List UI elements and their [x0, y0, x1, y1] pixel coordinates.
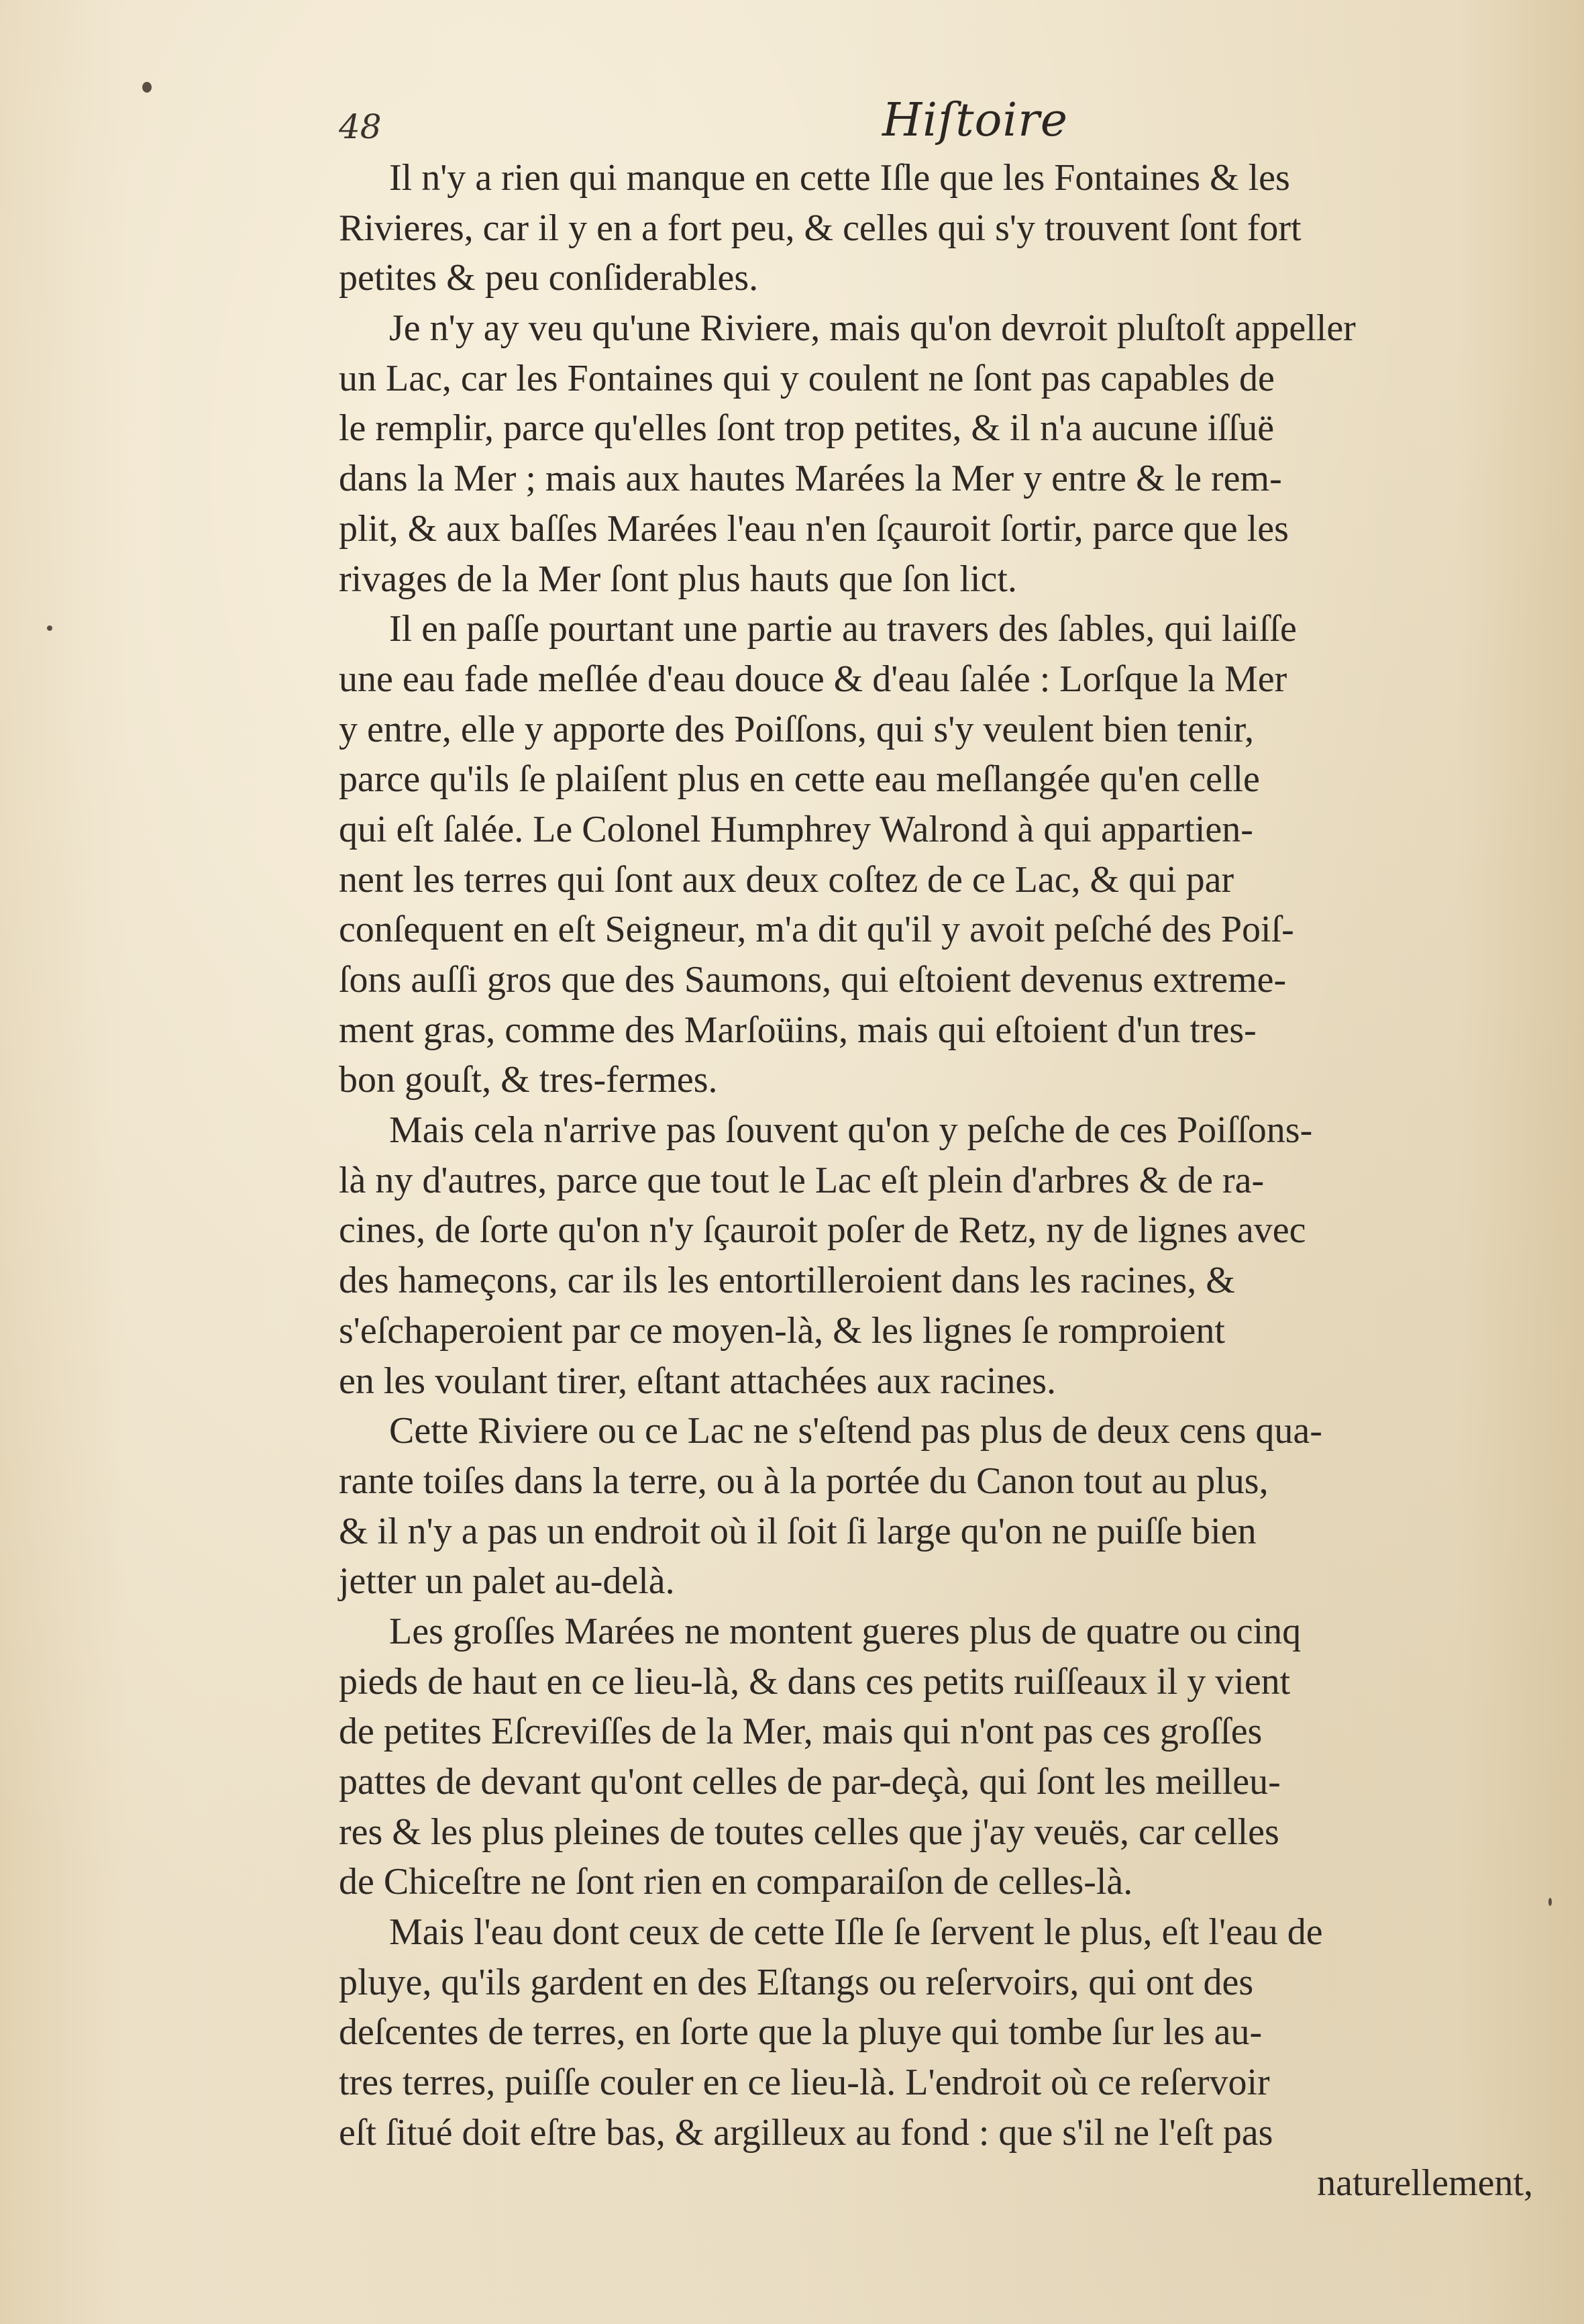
text-line: le remplir, parce qu'elles ſont trop petites, & il n'a aucune iſſuë [339, 407, 1275, 450]
text-line: Cette Riviere ou ce Lac ne s'eſtend pas plus de deux cens qua- [389, 1410, 1322, 1452]
text-line: en les voulant tirer, eſtant attachées aux racines. [339, 1360, 1057, 1402]
text-line: Rivieres, car il y en a fort peu, & celles qui s'y trouvent ſont fort [339, 207, 1302, 249]
text-line: conſequent en eſt Seigneur, m'a dit qu'il y avoit peſché des Poiſ- [339, 909, 1294, 951]
text-line: là ny d'autres, parce que tout le Lac eſt plein d'arbres & de ra- [339, 1159, 1265, 1201]
catchword: naturellement, [1317, 2162, 1533, 2204]
text-line: Je n'y ay veu qu'une Riviere, mais qu'on devroit pluſtoſt appeller [389, 307, 1356, 350]
text-line: Il n'y a rien qui manque en cette Iſle que les Fontaines & les [389, 157, 1290, 199]
text-line: dans la Mer ; mais aux hautes Marées la Mer y entre & le rem- [339, 458, 1282, 500]
text-line: Les groſſes Marées ne montent gueres plus de quatre ou cinq [389, 1610, 1302, 1652]
text-line: de Chiceſtre ne ſont rien en comparaiſon de celles-là. [339, 1861, 1133, 1903]
text-line: nent les terres qui ſont aux deux coſtez de ce Lac, & qui par [339, 858, 1234, 901]
text-line: ment gras, comme des Marſoüins, mais qui eſtoient d'un tres- [339, 1009, 1257, 1051]
text-line: bon gouſt, & tres-fermes. [339, 1059, 718, 1101]
text-line: pattes de devant qu'ont celles de par-deçà, qui ſont les meilleu- [339, 1761, 1281, 1803]
text-line: ſons auſſi gros que des Saumons, qui eſtoient devenus extreme- [339, 959, 1287, 1001]
running-head: Hiſtoire [882, 94, 1068, 147]
text-line: tres terres, puiſſe couler en ce lieu-là. L'endroit où ce reſervoir [339, 2062, 1270, 2104]
text-line: jetter un palet au-delà. [339, 1560, 675, 1603]
text-line: y entre, elle y apporte des Poiſſons, qui s'y veulent bien tenir, [339, 708, 1254, 750]
text-line: qui eſt ſalée. Le Colonel Humphrey Walrond à qui appartien- [339, 808, 1253, 850]
text-line: res & les plus pleines de toutes celles que j'ay veuës, car celles [339, 1811, 1279, 1853]
text-line: rivages de la Mer ſont plus hauts que ſon lict. [339, 558, 1017, 600]
body-text [339, 153, 1540, 2208]
ink-speck [1548, 1898, 1552, 1906]
ink-speck [47, 625, 52, 631]
text-line: des hameçons, car ils les entortilleroient dans les racines, & [339, 1260, 1235, 1302]
page-header [339, 94, 1546, 154]
text-line: petites & peu conſiderables. [339, 257, 759, 299]
text-line: plit, & aux baſſes Marées l'eau n'en ſçauroit ſortir, parce que les [339, 507, 1289, 550]
text-line: pieds de haut en ce lieu-là, & dans ces petits ruiſſeaux il y vient [339, 1660, 1291, 1703]
text-line: eſt ſitué doit eſtre bas, & argilleux au fond : que s'il ne l'eſt pas [339, 2111, 1273, 2154]
text-line: deſcentes de terres, en ſorte que la pluye qui tombe ſur les au- [339, 2011, 1263, 2054]
text-line: une eau fade meſlée d'eau douce & d'eau ſalée : Lorſque la Mer [339, 658, 1287, 700]
text-line: s'eſchaperoient par ce moyen-là, & les lignes ſe romproient [339, 1309, 1225, 1352]
text-line: Mais l'eau dont ceux de cette Iſle ſe ſervent le plus, eſt l'eau de [389, 1911, 1323, 1954]
text-line: Mais cela n'arrive pas ſouvent qu'on y peſche de ces Poiſſons- [389, 1109, 1313, 1152]
text-line: cines, de ſorte qu'on n'y ſçauroit poſer de Retz, ny de lignes avec [339, 1209, 1306, 1252]
text-line: un Lac, car les Fontaines qui y coulent ne ſont pas capables de [339, 357, 1275, 399]
text-line: & il n'y a pas un endroit où il ſoit ſi large qu'on ne puiſſe bien [339, 1510, 1257, 1552]
text-line: pluye, qu'ils gardent en des Eſtangs ou reſervoirs, qui ont des [339, 1961, 1254, 2003]
text-line: Il en paſſe pourtant une partie au travers des ſables, qui laiſſe [389, 608, 1297, 650]
page-number: 48 [339, 107, 382, 146]
text-line: rante toiſes dans la terre, ou à la portée du Canon tout au plus, [339, 1460, 1269, 1502]
text-line: parce qu'ils ſe plaiſent plus en cette eau meſlangée qu'en celle [339, 758, 1260, 801]
ink-speck [142, 82, 152, 93]
text-line: de petites Eſcreviſſes de la Mer, mais qui n'ont pas ces groſſes [339, 1711, 1263, 1753]
